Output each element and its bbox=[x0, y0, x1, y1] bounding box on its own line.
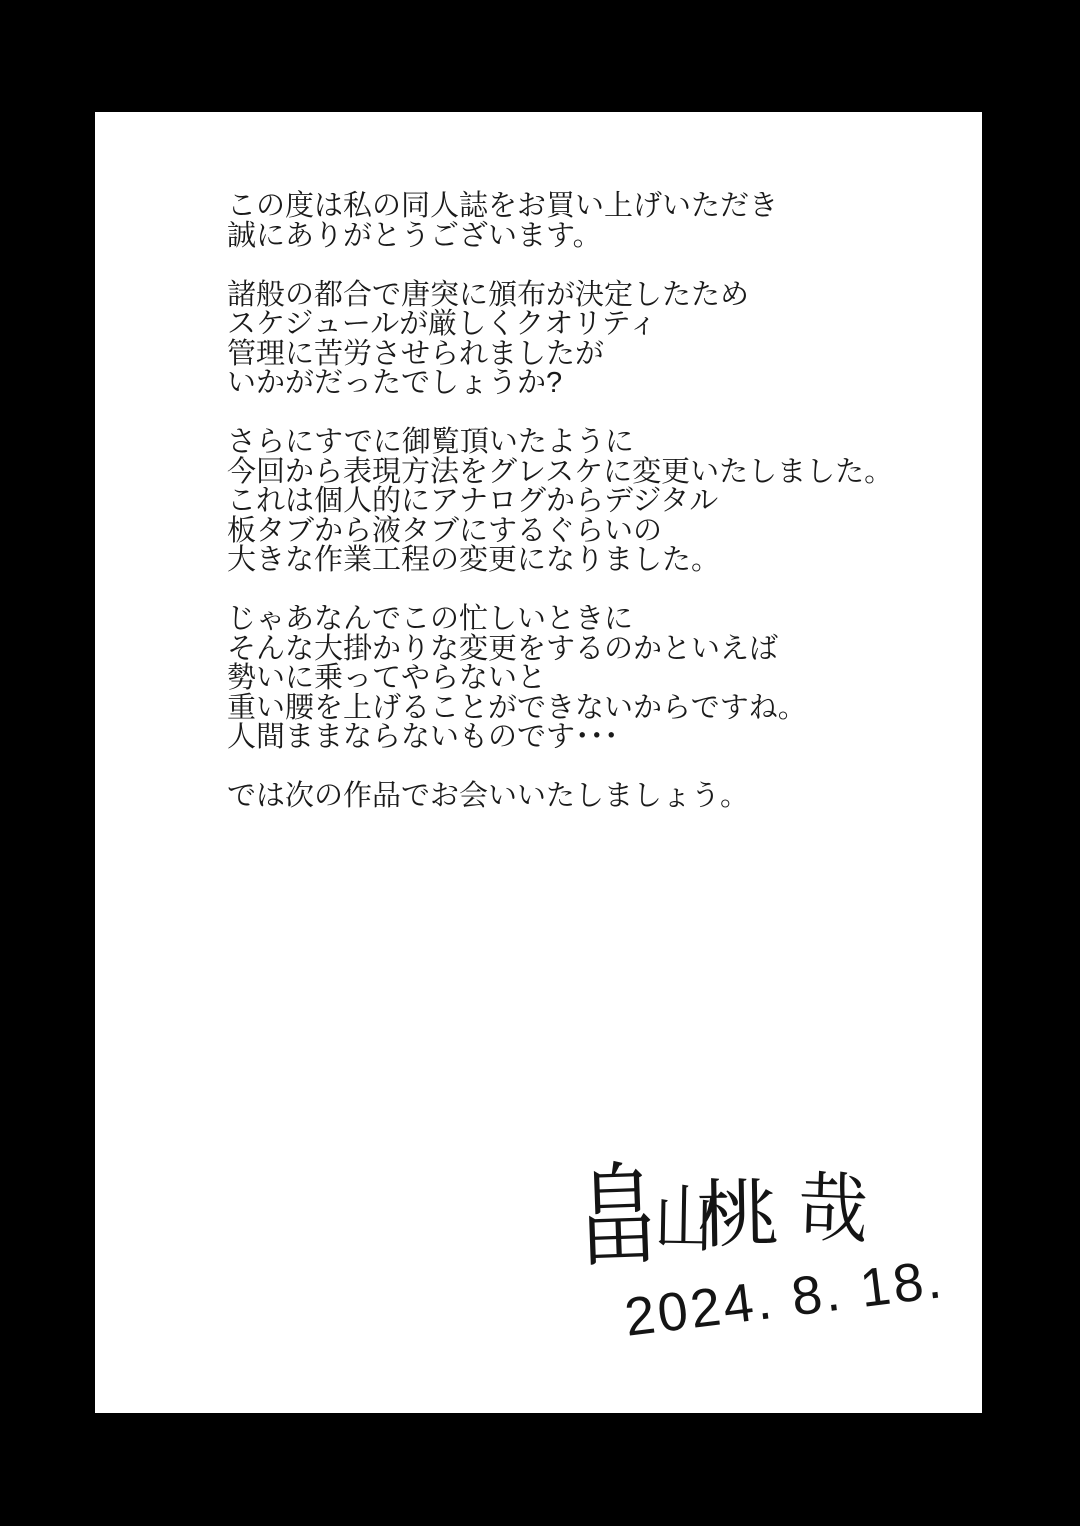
signature-name-char-2: 山 bbox=[653, 1178, 715, 1262]
afterword-line: 管理に苦労させられましたが bbox=[227, 337, 605, 370]
afterword-line: 板タブから液タブにするぐらいの bbox=[227, 514, 663, 547]
signature-name-char-1: 畠 bbox=[575, 1153, 661, 1281]
afterword-paragraph-3 bbox=[227, 428, 893, 576]
afterword-text bbox=[227, 192, 893, 812]
afterword-line: この度は私の同人誌をお買い上げいただき bbox=[227, 190, 779, 222]
afterword-paragraph-2 bbox=[227, 278, 893, 399]
afterword-paragraph-1 bbox=[227, 192, 893, 251]
signature-name-char-4: 哉 bbox=[796, 1165, 870, 1254]
afterword-line: スケジュールが厳しくクオリティ bbox=[227, 308, 658, 340]
afterword-paragraph-5 bbox=[227, 782, 893, 812]
afterword-line: 諸般の都合で唐突に頒布が決定したため bbox=[227, 278, 750, 311]
afterword-line: そんな大掛かりな変更をするのかといえば bbox=[227, 632, 779, 665]
afterword-paragraph-4 bbox=[227, 605, 893, 753]
afterword-line: これは個人的にアナログからデジタル bbox=[227, 485, 719, 517]
afterword-line: じゃあなんでこの忙しいときに bbox=[227, 603, 634, 635]
afterword-line: 大きな作業工程の変更になりました。 bbox=[227, 544, 721, 576]
afterword-line: 人間ままならないものです･･･ bbox=[227, 721, 619, 753]
afterword-line: さらにすでに御覧頂いたように bbox=[227, 426, 634, 458]
afterword-line: 重い腰を上げることができないからですね。 bbox=[227, 691, 807, 724]
afterword-line: いかがだったでしょうか? bbox=[227, 367, 563, 399]
afterword-line: 今回から表現方法をグレスケに変更いたしました。 bbox=[227, 455, 894, 488]
signature-name-char-3: 桃 bbox=[695, 1172, 781, 1257]
afterword-line: では次の作品でお会いいたしましょう。 bbox=[227, 780, 750, 812]
afterword-line: 勢いに乗ってやらないと bbox=[227, 662, 547, 694]
paper-page bbox=[95, 112, 982, 1413]
afterword-line: 誠にありがとうございます。 bbox=[227, 219, 602, 252]
signature-date: 2024. 8. 18. bbox=[621, 1249, 948, 1348]
